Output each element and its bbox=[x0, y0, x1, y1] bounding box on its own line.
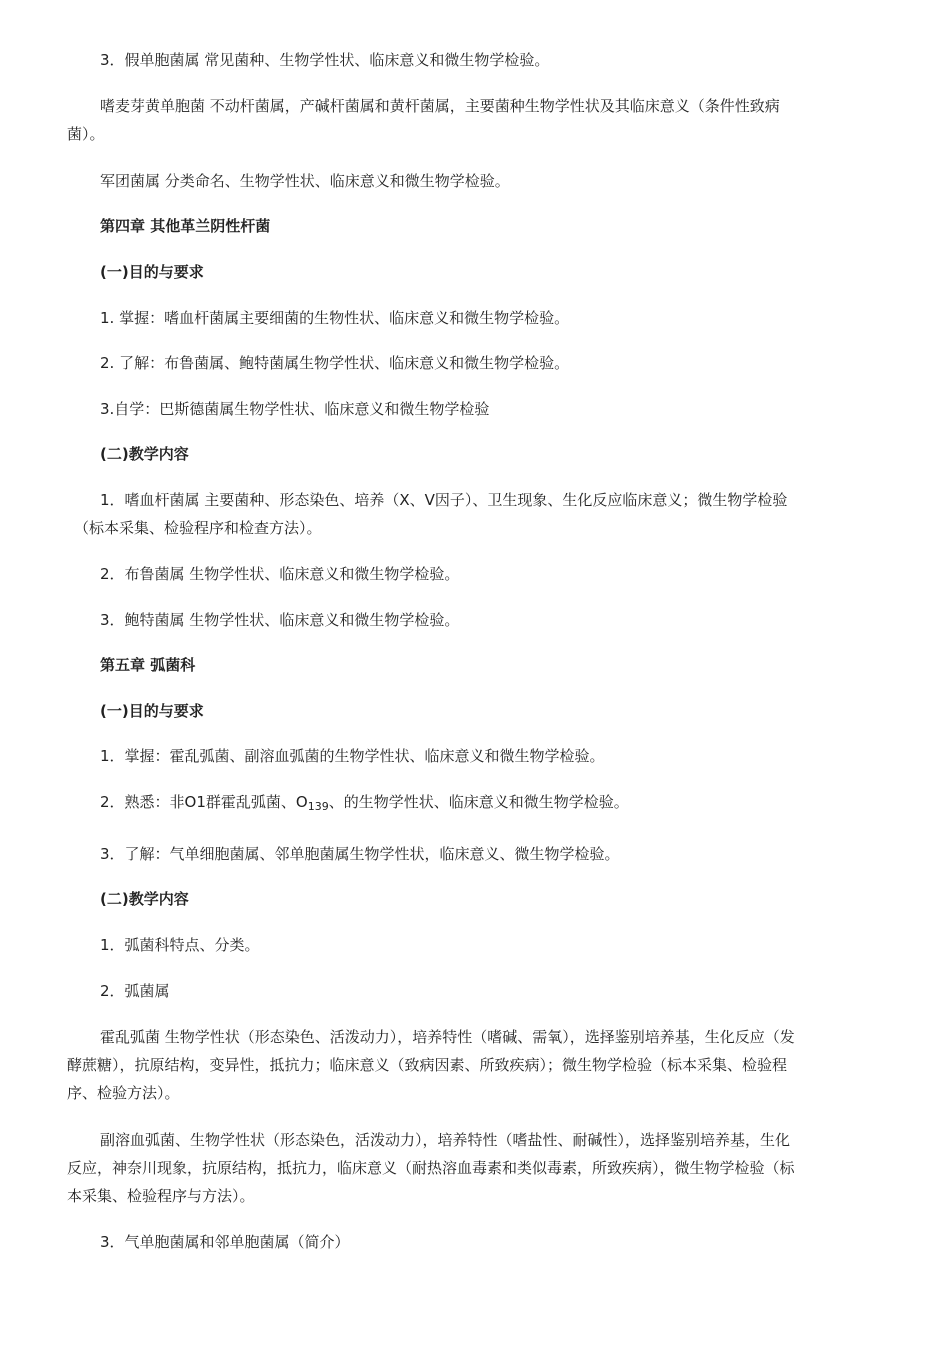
section-heading: (一)目的与要求 bbox=[100, 263, 204, 281]
chapter-heading: 第四章 其他革兰阴性杆菌 bbox=[100, 217, 271, 235]
text-line: 3．气单胞菌属和邻单胞菌属（简介） bbox=[100, 1233, 350, 1251]
section-heading: (二)教学内容 bbox=[100, 890, 189, 908]
text-line: 2．布鲁菌属 生物学性状、临床意义和微生物学检验。 bbox=[100, 565, 460, 583]
text-line: 1．掌握：霍乱弧菌、副溶血弧菌的生物学性状、临床意义和微生物学检验。 bbox=[100, 747, 605, 765]
text-segment: 2．熟悉：非O1群霍乱弧菌、O bbox=[100, 793, 308, 811]
text-line: 2. 了解：布鲁菌属、鲍特菌属生物学性状、临床意义和微生物学检验。 bbox=[100, 354, 570, 372]
text-line: 3．假单胞菌属 常见菌种、生物学性状、临床意义和微生物学检验。 bbox=[100, 51, 550, 69]
text-line: 1. 掌握：嗜血杆菌属主要细菌的生物性状、临床意义和微生物学检验。 bbox=[100, 309, 570, 327]
text-line: 嗜麦芽黄单胞菌 不动杆菌属，产碱杆菌属和黄杆菌属，主要菌种生物学性状及其临床意义（条件性致病 bbox=[100, 97, 780, 115]
text-line: 副溶血弧菌、生物学性状（形态染色，活泼动力），培养特性（嗜盐性、耐碱性），选择鉴别培养基，生化 bbox=[100, 1131, 791, 1149]
text-line: （标本采集、检验程序和检查方法）。 bbox=[74, 519, 322, 537]
text-line: 3．鲍特菌属 生物学性状、临床意义和微生物学检验。 bbox=[100, 611, 460, 629]
text-line: 本采集、检验程序与方法）。 bbox=[67, 1187, 255, 1205]
text-line: 反应，神奈川现象，抗原结构，抵抗力，临床意义（耐热溶血毒素和类似毒素，所致疾病），微生物学检验（标 bbox=[67, 1159, 795, 1177]
text-line: 3.自学：巴斯德菌属生物学性状、临床意义和微生物学检验 bbox=[100, 400, 490, 418]
text-line: 军团菌属 分类命名、生物学性状、临床意义和微生物学检验。 bbox=[100, 172, 510, 190]
text-line: 2．弧菌属 bbox=[100, 982, 170, 1000]
chapter-heading: 第五章 弧菌科 bbox=[100, 656, 196, 674]
text-segment: 、的生物学性状、临床意义和微生物学检验。 bbox=[328, 793, 629, 811]
text-line: 1．弧菌科特点、分类。 bbox=[100, 936, 260, 954]
text-line bbox=[100, 792, 629, 812]
text-line: 菌）。 bbox=[67, 125, 105, 143]
text-line: 1．嗜血杆菌属 主要菌种、形态染色、培养（X、V因子）、卫生现象、生化反应临床意义；微生物学检验 bbox=[100, 491, 788, 509]
text-line: 霍乱弧菌 生物学性状（形态染色、活泼动力），培养特性（嗜碱、需氧），选择鉴别培养基，生化反应（发 bbox=[100, 1028, 795, 1046]
section-heading: (一)目的与要求 bbox=[100, 702, 204, 720]
section-heading: (二)教学内容 bbox=[100, 445, 189, 463]
text-line: 序、检验方法）。 bbox=[67, 1084, 180, 1102]
text-line: 酵蔗糖），抗原结构，变异性，抵抗力；临床意义（致病因素、所致疾病）；微生物学检验（标本采集、检验程 bbox=[67, 1056, 788, 1074]
subscript: 139 bbox=[307, 800, 329, 813]
text-line: 3．了解：气单细胞菌属、邻单胞菌属生物学性状，临床意义、微生物学检验。 bbox=[100, 845, 620, 863]
